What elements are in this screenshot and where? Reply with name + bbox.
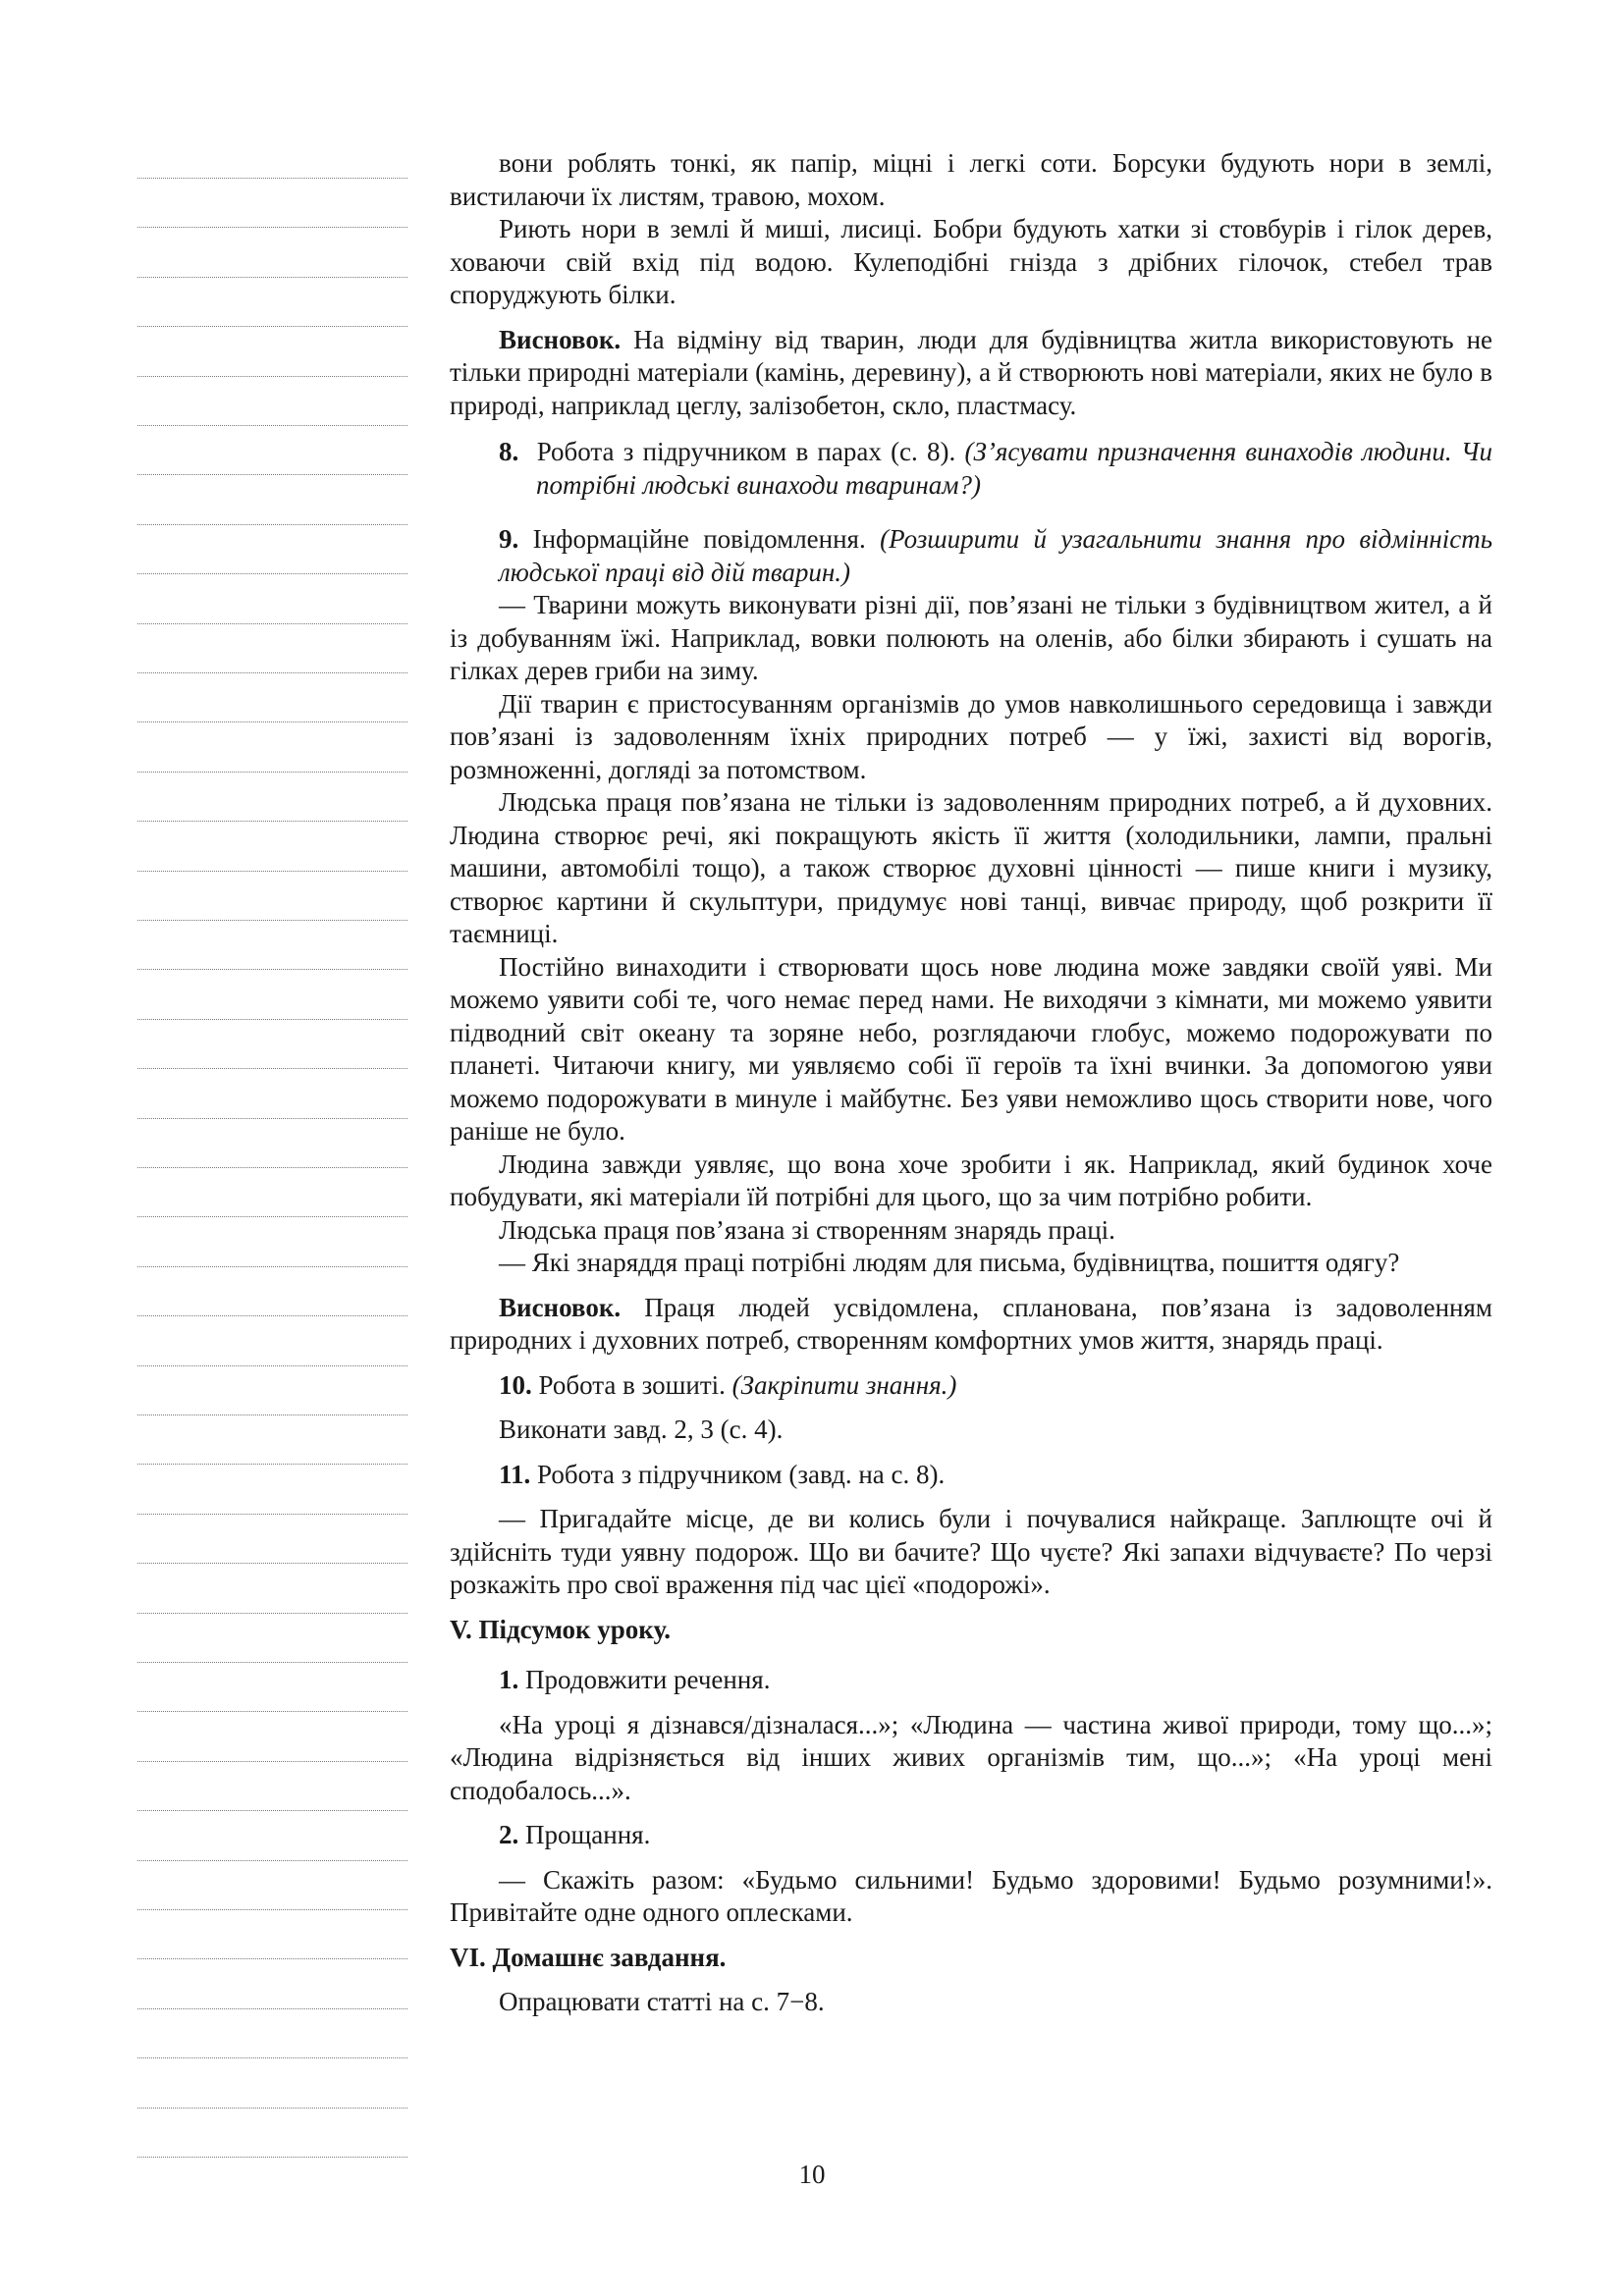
task-goal: (Розширити й узагальнити знання про відмінність людської праці від дій тварин.): [499, 524, 1493, 587]
conclusion-text: Праця людей усвідомлена, спланована, пов’язана із задоволенням природних і духовних потреб, створенням комфортних умов життя, знарядь праці.: [450, 1292, 1492, 1355]
paragraph: — Тварини можуть виконувати різні дії, пов’язані не тільки з будівництвом жител, а й із добуванням їжі. Наприклад, вовки полюють на оленів, або білки збирають і сушать на гілках дерев гриби на зиму.: [450, 590, 1492, 685]
margin-note-line: [137, 474, 407, 475]
margin-note-line: [137, 1019, 407, 1020]
margin-note-line: [137, 1266, 407, 1267]
task-text: Робота з підручником (завд. на с. 8).: [530, 1459, 946, 1489]
task-goal: (З’ясувати призначення винаходів людини. Чи потрібні людські винаходи тваринам?): [536, 437, 1492, 500]
paragraph: «На уроці я дізнався/дізналася...»; «Людина — частина живої природи, тому що...»; «Людина відрізняється від інших живих організмів тим, що...»; «На уроці мені сподобалось...».: [450, 1709, 1492, 1805]
conclusion-text: На відміну від тварин, люди для будівництва житла використовують не тільки природні матеріали (камінь, деревину), а й створюють нові матеріали, яких не було в природі, наприклад цеглу, залізобетон, скло, пластмасу.: [450, 324, 1492, 420]
paragraph: вони роблять тонкі, як папір, міцні і легкі соти. Борсуки будують нори в землі, вистилаючи їх листям, травою, мохом.: [450, 148, 1492, 211]
conclusion-paragraph: [450, 1292, 1492, 1358]
margin-note-line: [137, 2108, 407, 2109]
task-number: 2.: [499, 1820, 519, 1849]
margin-note-line: [137, 969, 407, 970]
margin-note-line: [137, 2057, 407, 2058]
section-heading-5: V. Підсумок уроку.: [450, 1614, 672, 1644]
margin-note-line: [137, 227, 407, 228]
margin-note-line: [137, 721, 407, 722]
page-number: 10: [798, 2160, 826, 2189]
task-number: 11.: [499, 1459, 531, 1489]
margin-note-line: [137, 1810, 407, 1811]
margin-note-line: [137, 1464, 407, 1465]
task-text: Робота в зошиті.: [531, 1369, 732, 1400]
paragraph: Дії тварин є пристосуванням організмів до умов навколишнього середовища і завжди пов’язані із задоволенням їхніх природних потреб — у їжі, захисті від ворогів, розмноженні, догляді за потомством.: [450, 688, 1492, 784]
margin-note-line: [137, 1662, 407, 1663]
paragraph: — Скажіть разом: «Будьмо сильними! Будьмо здоровими! Будьмо розумними!». Привітайте одне одного оплесками.: [450, 1864, 1492, 1927]
margin-note-line: [137, 376, 407, 377]
margin-note-line: [137, 871, 407, 872]
margin-note-line: [137, 277, 407, 278]
margin-notes-lines: [137, 0, 407, 2296]
task-text: Робота з підручником в парах (с. 8).: [536, 437, 965, 466]
margin-note-line: [137, 1118, 407, 1119]
margin-note-line: [137, 772, 407, 773]
margin-note-line: [137, 178, 407, 179]
task-text: Прощання.: [518, 1820, 651, 1849]
margin-note-line: [137, 821, 407, 822]
margin-note-line: [137, 623, 407, 624]
section-heading-6: VI. Домашнє завдання.: [450, 1942, 727, 1972]
paragraph: Постійно винаходити і створювати щось нове людина може завдяки своїй уяві. Ми можемо уявити собі те, чого немає перед нами. Не виходячи з кімнати, ми можемо уявити підводний світ океану та зоряне небо, розглядаючи глобус, можемо подорожувати по планеті. Читаючи книгу, ми уявляємо собі її героїв та їхні вчинки. За допомогою уяви можемо подорожувати в минуле і майбутнє. Без уяви неможливо щось створити нове, чого раніше не було.: [450, 951, 1492, 1146]
task-text: Продовжити речення.: [518, 1665, 771, 1694]
task-text: Інформаційне повідомлення.: [518, 524, 881, 554]
task-2: [450, 1819, 1492, 1852]
task-9: [450, 523, 1492, 589]
margin-note-line: [137, 573, 407, 574]
margin-note-line: [137, 524, 407, 525]
task-number: 8.: [499, 437, 519, 466]
margin-note-line: [137, 1216, 407, 1217]
conclusion-label: Висновок.: [499, 1292, 622, 1322]
margin-note-line: [137, 2008, 407, 2009]
margin-note-line: [137, 1761, 407, 1762]
margin-note-line: [137, 326, 407, 327]
conclusion-label: Висновок.: [499, 324, 622, 354]
paragraph: Риють нори в землі й миші, лисиці. Бобри будують хатки зі стовбурів і гілок дерев, ховаючи свій вхід під водою. Кулеподібні гнізда з дрібних гілочок, стебел трав споруджують білки.: [450, 214, 1492, 309]
margin-note-line: [137, 1909, 407, 1910]
margin-note-line: [137, 1958, 407, 1959]
paragraph: Людина завжди уявляє, що вона хоче зробити і як. Наприклад, який будинок хоче побудувати, які матеріали їй потрібні для цього, що за чим потрібно робити.: [450, 1148, 1492, 1211]
paragraph: — Пригадайте місце, де ви колись були і почувалися найкраще. Заплющте очі й здійсніть туди уявну подорож. Що ви бачите? Що чуєте? Які запахи відчуваєте? По черзі розкажіть про свої враження під час цієї «подорожі».: [450, 1504, 1492, 1599]
margin-note-line: [137, 1068, 407, 1069]
margin-note-line: [137, 1514, 407, 1515]
margin-note-line: [137, 1860, 407, 1861]
task-number: 1.: [499, 1665, 519, 1694]
paragraph: Опрацювати статті на с. 7−8.: [499, 1987, 825, 2016]
margin-note-line: [137, 1711, 407, 1712]
margin-note-line: [137, 1613, 407, 1614]
margin-note-line: [137, 672, 407, 673]
margin-note-line: [137, 1365, 407, 1366]
margin-note-line: [137, 1167, 407, 1168]
conclusion-paragraph: [450, 324, 1492, 423]
task-number: 10.: [499, 1369, 532, 1400]
task-11: [450, 1459, 1492, 1492]
lesson-text: [450, 147, 1492, 2019]
task-number: 9.: [499, 524, 519, 554]
task-goal: (Закріпити знання.): [731, 1369, 957, 1400]
task-1: [450, 1664, 1492, 1697]
margin-note-line: [137, 920, 407, 921]
paragraph: — Які знаряддя праці потрібні людям для письма, будівництва, пошиття одягу?: [499, 1248, 1400, 1277]
margin-note-line: [137, 1315, 407, 1316]
margin-note-line: [137, 425, 407, 426]
task-10: [450, 1369, 1492, 1403]
margin-note-line: [137, 2157, 407, 2158]
paragraph: Виконати завд. 2, 3 (с. 4).: [499, 1415, 784, 1444]
task-8: [450, 436, 1492, 502]
margin-note-line: [137, 1563, 407, 1564]
paragraph: Людська праця пов’язана не тільки із задоволенням природних потреб, а й духовних. Людина створює речі, які покращують якість її життя (холодильники, лампи, пральні машини, автомобілі тощо), а також створює духовні цінності — пише книги і музику, створює картини й скульптури, придумує нові танці, вивчає природу, щоб розкрити її таємниці.: [450, 787, 1492, 948]
paragraph: Людська праця пов’язана зі створенням знарядь праці.: [499, 1214, 1115, 1245]
